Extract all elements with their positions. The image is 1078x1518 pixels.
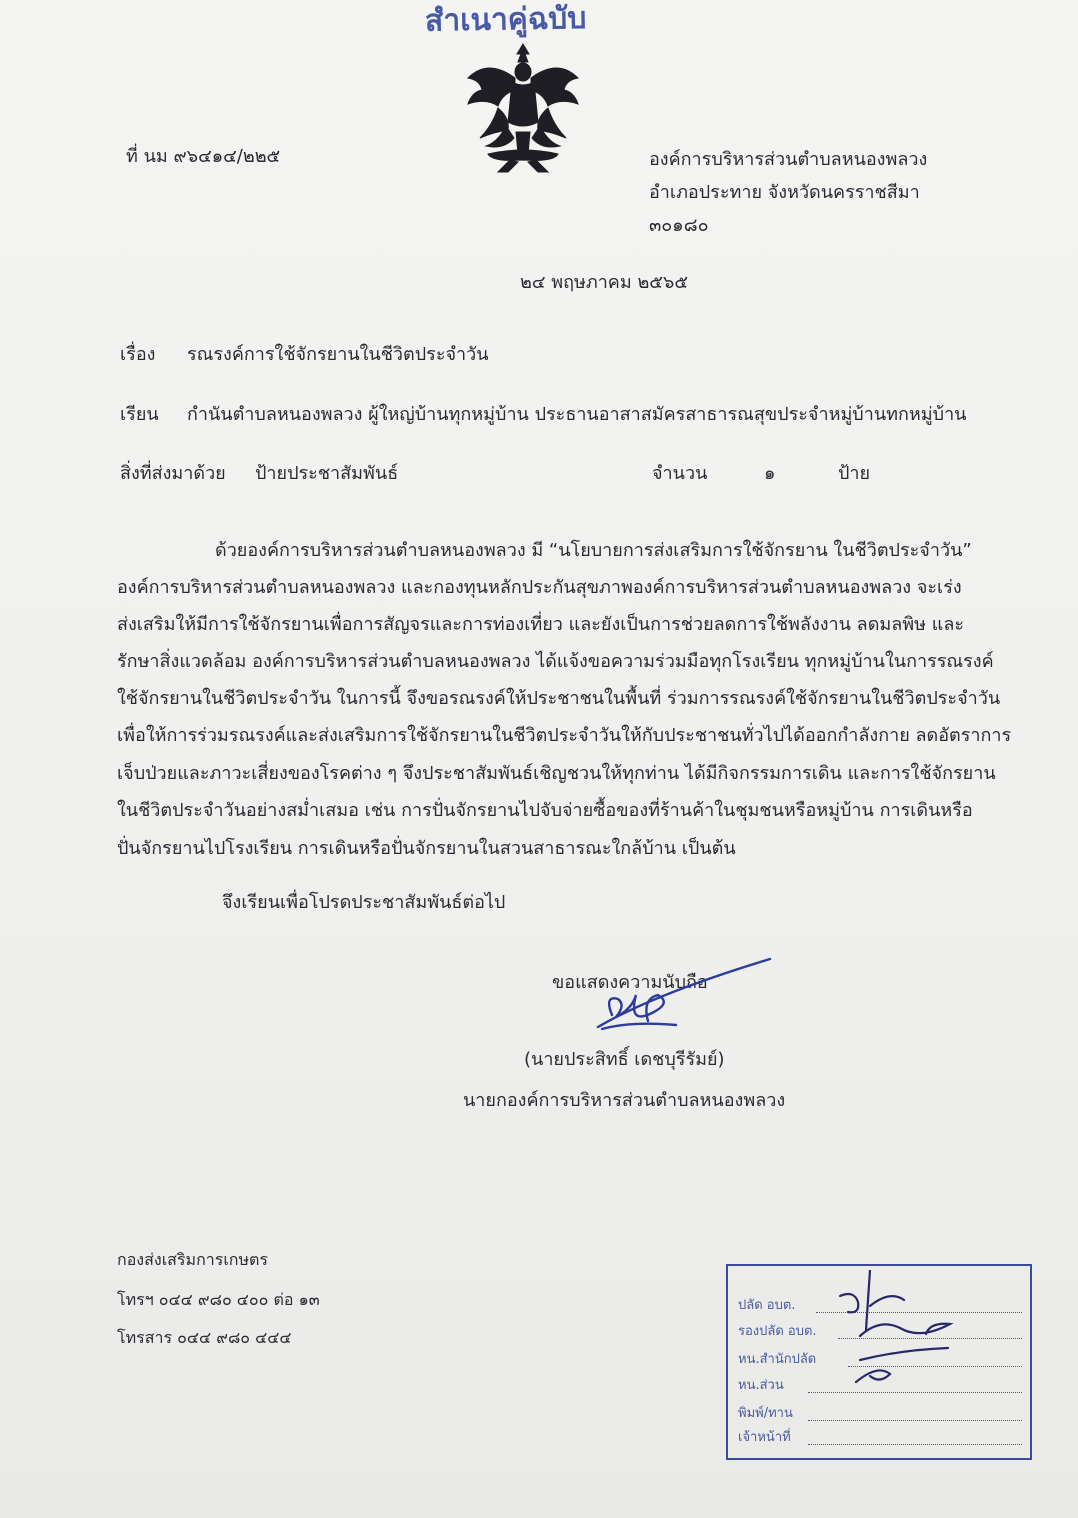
- signer-name: (นายประสิทธิ์ เดชบุรีรัมย์): [524, 1049, 725, 1070]
- sender-org: องค์การบริหารส่วนตำบลหนองพลวง: [649, 149, 928, 170]
- body-line: ในชีวิตประจำวันอย่างสม่ำเสมอ เช่น การปั่นจักรยานไปจับจ่ายซื้อของที่ร้านค้าในชุมชนหรือหมู่บ้าน การเดินหรือ: [117, 800, 973, 821]
- routing-row: รองปลัด อบต.: [738, 1320, 1022, 1342]
- valediction: ขอแสดงความนับถือ: [552, 972, 708, 993]
- garuda-emblem-icon: [458, 38, 588, 173]
- copy-stamp: สำเนาคู่ฉบับ: [424, 0, 587, 39]
- closing-line: จึงเรียนเพื่อโปรดประชาสัมพันธ์ต่อไป: [222, 892, 506, 913]
- enclosure-unit: ป้าย: [838, 463, 871, 484]
- signer-title: นายกองค์การบริหารส่วนตำบลหนองพลวง: [463, 1090, 786, 1111]
- reference-number: ที่ นม ๙๖๔๑๔/๒๒๕: [126, 146, 281, 167]
- division-name: กองส่งเสริมการเกษตร: [117, 1250, 269, 1269]
- enclosure-qty-label: จำนวน: [652, 463, 708, 484]
- routing-initials: [830, 1270, 990, 1400]
- fax: โทรสาร ๐๔๔ ๙๘๐ ๔๔๔: [117, 1328, 292, 1347]
- letter-date: ๒๔ พฤษภาคม ๒๕๖๕: [520, 272, 688, 293]
- routing-row: พิมพ์/ทาน: [738, 1402, 1022, 1424]
- subject-text: รณรงค์การใช้จักรยานในชีวิตประจำวัน: [187, 344, 489, 365]
- body-line: รักษาสิ่งแวดล้อม องค์การบริหารส่วนตำบลหนองพลวง ได้แจ้งขอความร่วมมือทุกโรงเรียน ทุกหมู่บ้านในการรณรงค์: [117, 651, 994, 672]
- enclosure-label: สิ่งที่ส่งมาด้วย: [120, 463, 226, 484]
- body-line: องค์การบริหารส่วนตำบลหนองพลวง และกองทุนหลักประกันสุขภาพองค์การบริหารส่วนตำบลหนองพลวง จะเร่ง: [117, 577, 962, 598]
- sender-postcode: ๓๐๑๘๐: [649, 215, 709, 236]
- subject-label: เรื่อง: [120, 344, 156, 365]
- routing-row: เจ้าหน้าที่: [738, 1426, 1022, 1448]
- recipient-text: กำนันตำบลหนองพลวง ผู้ใหญ่บ้านทุกหมู่บ้าน ประธานอาสาสมัครสาธารณสุขประจำหมู่บ้านทกหมู่บ้าน: [187, 404, 967, 425]
- body-line: เจ็บป่วยและภาวะเสี่ยงของโรคต่าง ๆ จึงประชาสัมพันธ์เชิญชวนให้ทุกท่าน ได้มีกิจกรรมการเดิน และการใช้จักรยาน: [117, 763, 996, 784]
- recipient-label: เรียน: [120, 404, 159, 425]
- body-line: ด้วยองค์การบริหารส่วนตำบลหนองพลวง มี “นโยบายการส่งเสริมการใช้จักรยาน ในชีวิตประจำวัน”: [215, 540, 972, 561]
- phone: โทรฯ ๐๔๔ ๙๘๐ ๔๐๐ ต่อ ๑๓: [117, 1290, 320, 1309]
- enclosure-qty: ๑: [764, 463, 776, 484]
- body-line: ปั่นจักรยานไปโรงเรียน การเดินหรือปั่นจักรยานในสวนสาธารณะใกล้บ้าน เป็นต้น: [117, 838, 736, 859]
- routing-row: หน.สำนักปลัด: [738, 1348, 1022, 1370]
- enclosure-item: ป้ายประชาสัมพันธ์: [255, 463, 399, 484]
- routing-row: หน.ส่วน: [738, 1374, 1022, 1396]
- body-line: ใช้จักรยานในชีวิตประจำวัน ในการนี้ จึงขอรณรงค์ให้ประชาชนในพื้นที่ ร่วมการรณรงค์ใช้จักรยานในชีวิตประจำวัน: [117, 688, 1001, 709]
- signature-mark: [592, 955, 772, 1035]
- body-line: เพื่อให้การร่วมรณรงค์และส่งเสริมการใช้จักรยานในชีวิตประจำวันให้กับประชาชนทั่วไปได้ออกกำลังกาย ลดอัตราการ: [117, 725, 1012, 746]
- body-line: ส่งเสริมให้มีการใช้จักรยานเพื่อการสัญจรและการท่องเที่ยว และยังเป็นการช่วยลดการใช้พลังงาน ลดมลพิษ และ: [117, 614, 965, 635]
- sender-address: อำเภอประทาย จังหวัดนครราชสีมา: [649, 182, 920, 203]
- routing-row: ปลัด อบต.: [738, 1294, 1022, 1316]
